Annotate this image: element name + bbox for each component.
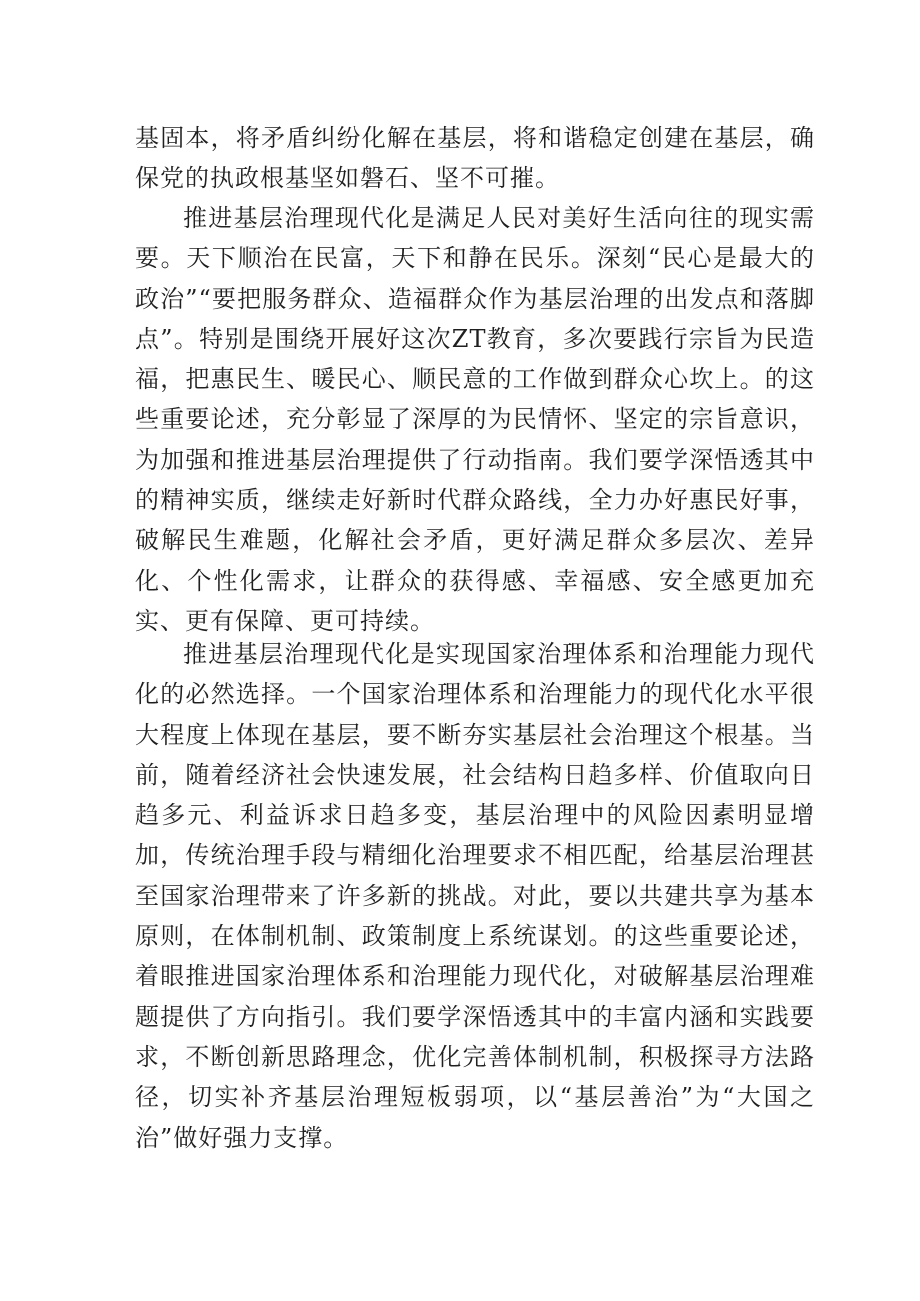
paragraph-governance-modernization: 推进基层治理现代化是实现国家治理体系和治理能力现代化的必然选择。一个国家治理体系和治理能力的现代化水平很大程度上体现在基层，要不断夯实基层社会治理这个根基。当前，随着经济社会快速发展，社会结构日趋多样、价值取向日趋多元、利益诉求日趋多变，基层治理中的风险因素明显增加，传统治理手段与精细化治理要求不相匹配，给基层治理甚至国家治理带来了许多新的挑战。对此，要以共建共享为基本原则，在体制机制、政策制度上系统谋划。的这些重要论述，着眼推进国家治理体系和治理能力现代化，对破解基层治理难题提供了方向指引。我们要学深悟透其中的丰富内涵和实践要求，不断创新思路理念，优化完善体制机制，积极探寻方法路径，切实补齐基层治理短板弱项，以“基层善治”为“大国之治”做好强力支撑。 [135,640,815,1152]
paragraph-livelihood-needs: 推进基层治理现代化是满足人民对美好生活向往的现实需要。天下顺治在民富，天下和静在民乐。深刻“民心是最大的政治”“要把服务群众、造福群众作为基层治理的出发点和落脚点”。特别是围绕开展好这次ZT教育，多次要践行宗旨为民造福，把惠民生、暖民心、顺民意的工作做到群众心坎上。的这些重要论述，充分彰显了深厚的为民情怀、坚定的宗旨意识，为加强和推进基层治理提供了行动指南。我们要学深悟透其中的精神实质，继续走好新时代群众路线，全力办好惠民好事，破解民生难题，化解社会矛盾，更好满足群众多层次、差异化、个性化需求，让群众的获得感、幸福感、安全感更加充实、更有保障、更可持续。 [135,204,815,635]
paragraph-continued: 基固本，将矛盾纠纷化解在基层，将和谐稳定创建在基层，确保党的执政根基坚如磐石、坚不可摧。 [135,124,815,193]
